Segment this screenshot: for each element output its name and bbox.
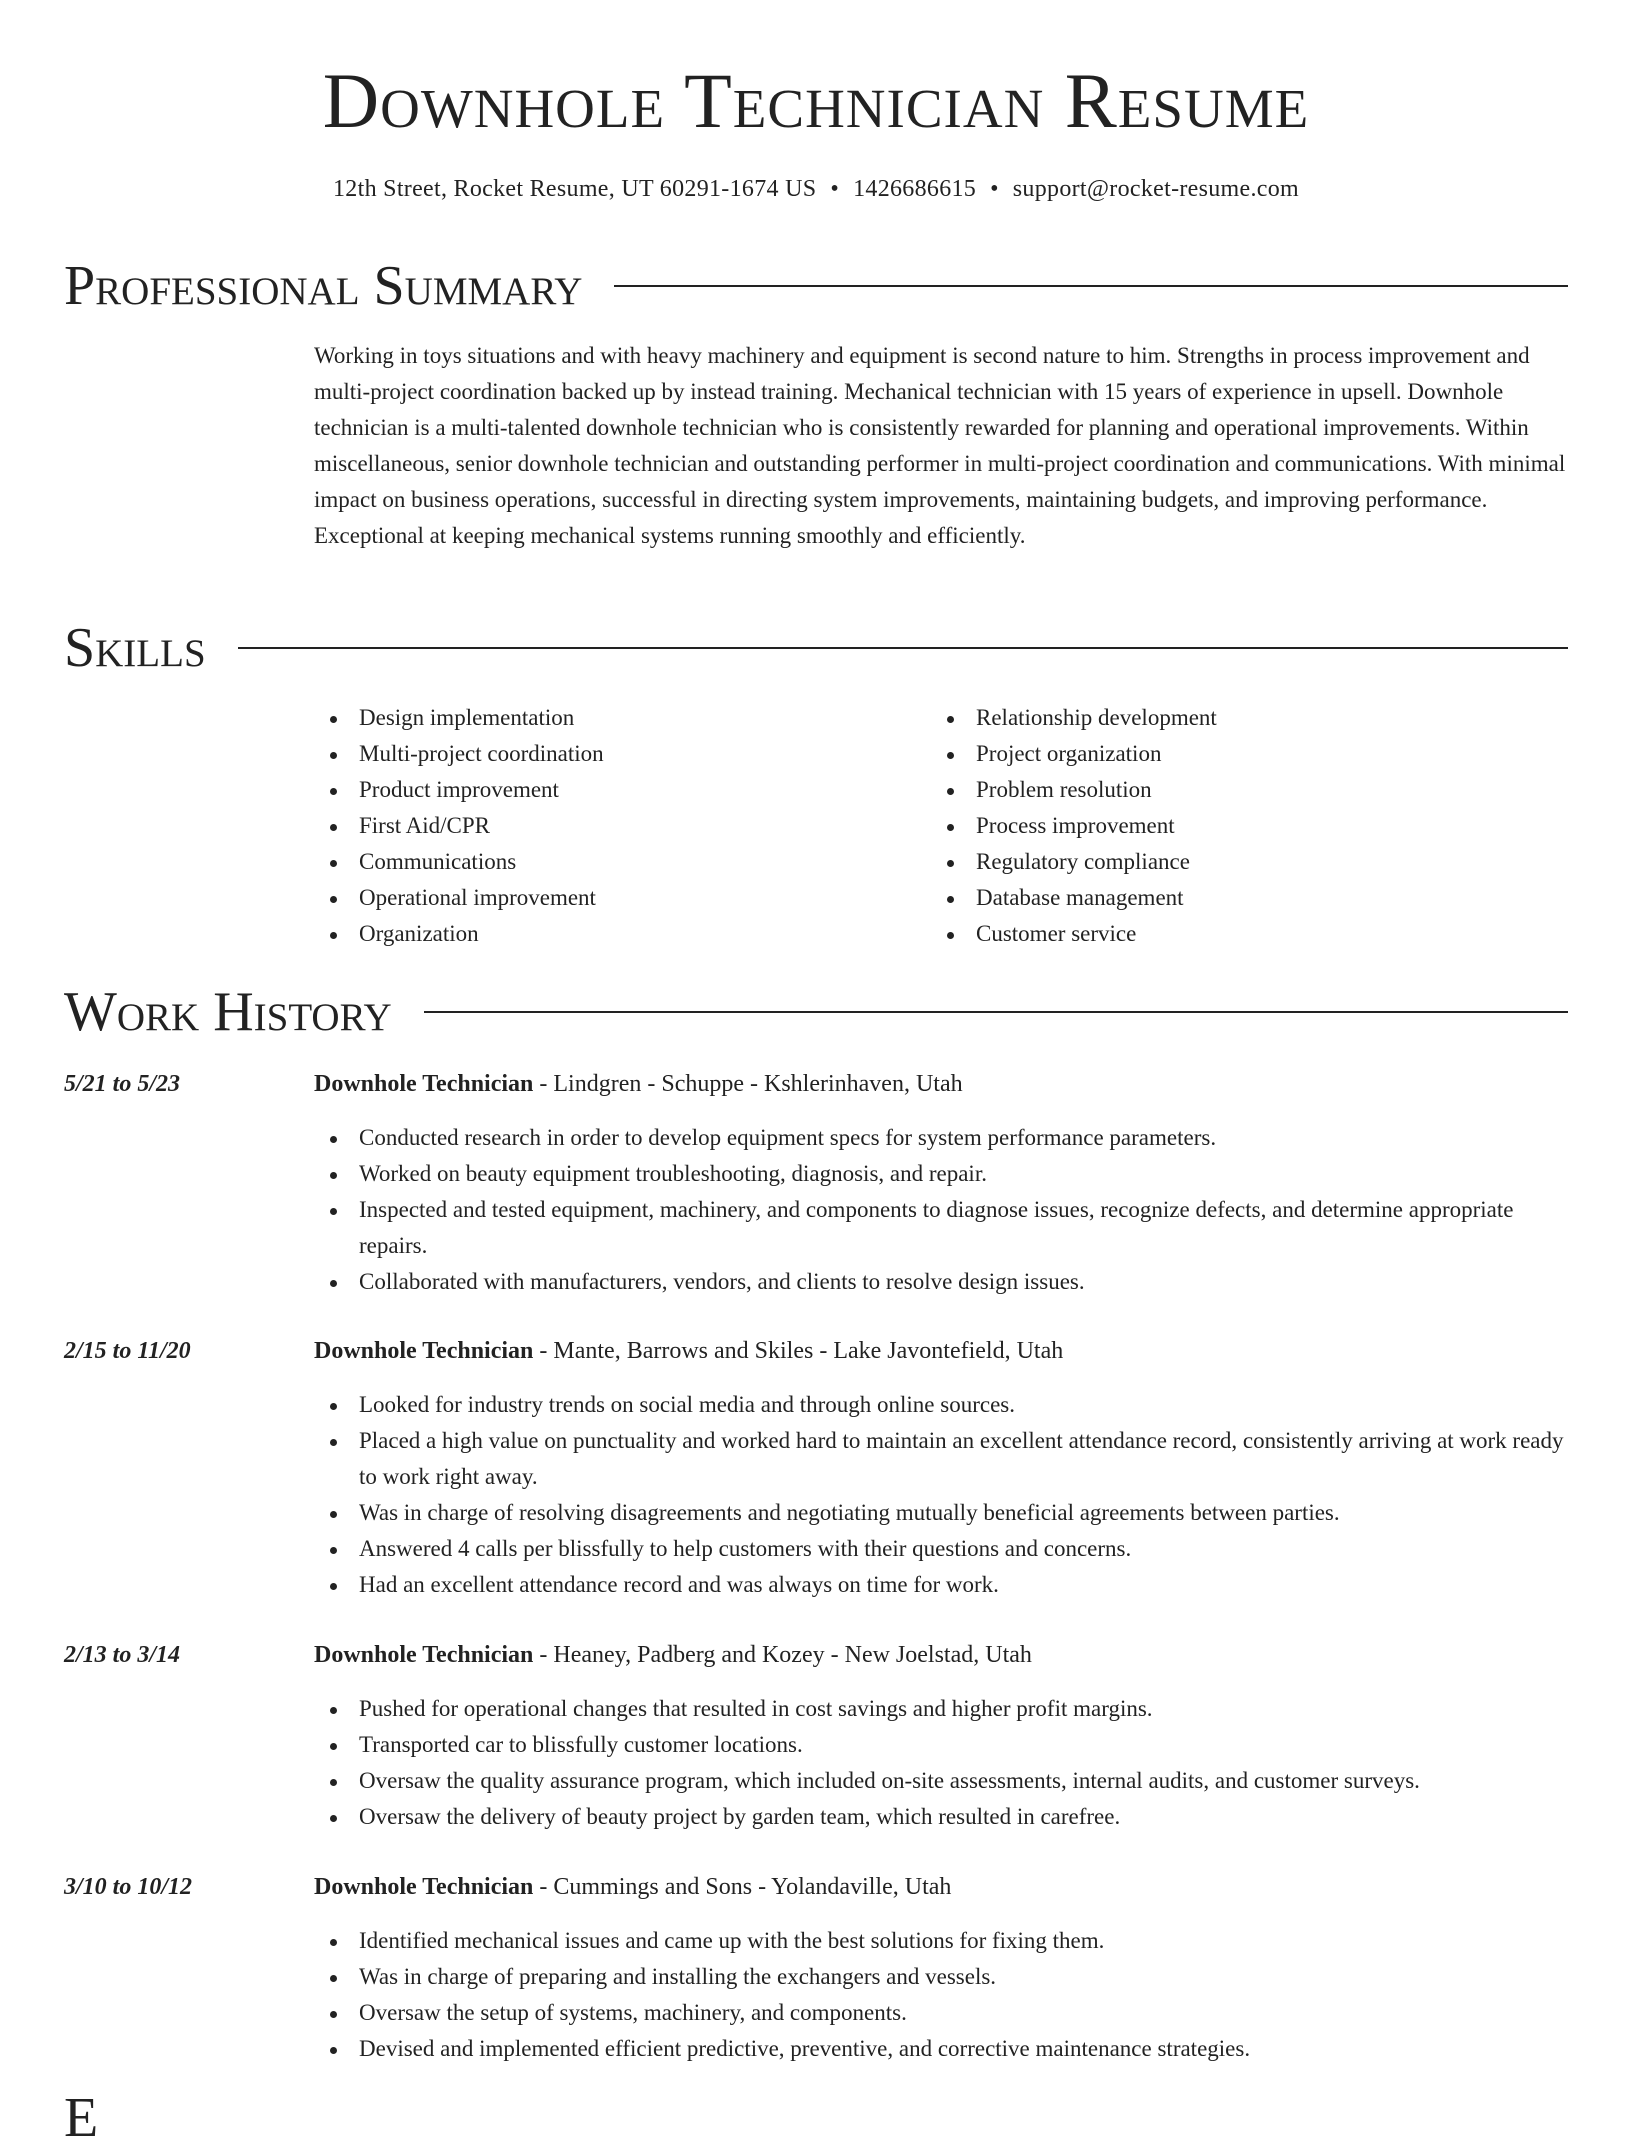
- job-heading: [314, 1333, 1063, 1369]
- contact-separator: •: [990, 176, 999, 202]
- job-bullet: Was in charge of preparing and installing the exchangers and vessels.: [314, 1959, 1568, 1995]
- job-bullet: Transported car to blissfully customer locations.: [314, 1727, 1568, 1763]
- job-dates: 3/10 to 10/12: [64, 1874, 193, 1900]
- work-heading: Work History: [64, 981, 392, 1043]
- job-bullet: Worked on beauty equipment troubleshooting, diagnosis, and repair.: [314, 1156, 1568, 1192]
- section-divider: [424, 1011, 1568, 1013]
- skill-item: Relationship development: [931, 700, 1548, 736]
- summary-section-header: [64, 255, 1568, 317]
- job-bullet: Was in charge of resolving disagreements and negotiating mutually beneficial agreements between parties.: [314, 1495, 1568, 1531]
- skills-heading: Skills: [64, 617, 206, 679]
- job-bullets: [314, 1923, 1568, 2067]
- skill-item: Regulatory compliance: [931, 844, 1548, 880]
- work-section-header: [64, 981, 1568, 1043]
- contact-separator: •: [830, 176, 840, 202]
- job-details: - Lindgren - Schuppe - Kshlerinhaven, Utah: [533, 1071, 963, 1097]
- job-bullet: Looked for industry trends on social media and through online sources.: [314, 1387, 1568, 1423]
- job-bullet: Oversaw the setup of systems, machinery, and components.: [314, 1995, 1568, 2031]
- job-bullets: [314, 1120, 1568, 1300]
- job-bullet: Identified mechanical issues and came up with the best solutions for fixing them.: [314, 1923, 1568, 1959]
- job-bullet: Conducted research in order to develop equipment specs for system performance parameters.: [314, 1120, 1568, 1156]
- job-role: Downhole Technician: [314, 1642, 534, 1668]
- skill-item: Problem resolution: [931, 772, 1548, 808]
- skill-item: Project organization: [931, 736, 1548, 772]
- skill-item: Operational improvement: [314, 880, 931, 916]
- summary-heading: Professional Summary: [64, 255, 583, 317]
- skill-item: Organization: [314, 916, 931, 952]
- job-heading: [314, 1637, 1032, 1673]
- contact-address: 12th Street, Rocket Resume, UT 60291-1674 US: [333, 176, 817, 202]
- skills-section-header: [64, 617, 1568, 679]
- skill-item: Customer service: [931, 916, 1548, 952]
- job-role: Downhole Technician: [314, 1874, 534, 1900]
- job-bullet: Collaborated with manufacturers, vendors, and clients to resolve design issues.: [314, 1264, 1568, 1300]
- job-details: - Heaney, Padberg and Kozey - New Joelstad, Utah: [533, 1642, 1032, 1668]
- job-bullets: [314, 1691, 1568, 1835]
- job-role: Downhole Technician: [314, 1338, 534, 1364]
- skill-item: Product improvement: [314, 772, 931, 808]
- summary-text: Working in toys situations and with heavy machinery and equipment is second nature to him. Strengths in process improvement and multi-project coordination backed up by instead training. Mechanical technician with 15 years of experience in upsell. Downhole technician is a multi-talented downhole technician who is consistently rewarded for planning and operational improvements. Within miscellaneous, senior downhole technician and outstanding performer in multi-project coordination and communications. With minimal impact on business operations, successful in directing system improvements, maintaining budgets, and improving performance. Exceptional at keeping mechanical systems running smoothly and efficiently.: [314, 343, 1566, 548]
- skills-list: [314, 700, 1568, 952]
- section-divider: [238, 647, 1568, 649]
- skill-item: Multi-project coordination: [314, 736, 931, 772]
- job-bullet: Pushed for operational changes that resulted in cost savings and higher profit margins.: [314, 1691, 1568, 1727]
- contact-phone: 1426686615: [853, 176, 977, 202]
- job-heading: [314, 1066, 963, 1102]
- job-bullet: Had an excellent attendance record and was always on time for work.: [314, 1567, 1568, 1603]
- job-dates: 2/15 to 11/20: [64, 1338, 191, 1364]
- job-bullet: Oversaw the delivery of beauty project by garden team, which resulted in carefree.: [314, 1799, 1568, 1835]
- job-bullet: Oversaw the quality assurance program, which included on-site assessments, internal audits, and customer surveys.: [314, 1763, 1568, 1799]
- job-bullet: Answered 4 calls per blissfully to help customers with their questions and concerns.: [314, 1531, 1568, 1567]
- job-dates: 2/13 to 3/14: [64, 1642, 181, 1668]
- skill-item: Design implementation: [314, 700, 931, 736]
- next-section-heading: E: [64, 2087, 99, 2149]
- skill-item: First Aid/CPR: [314, 808, 931, 844]
- skills-column-left: [314, 700, 931, 952]
- job-bullet: Inspected and tested equipment, machinery, and components to diagnose issues, recognize defects, and determine appropriate repairs.: [314, 1192, 1568, 1264]
- contact-line: [0, 176, 1632, 203]
- contact-email: support@rocket-resume.com: [1012, 176, 1299, 202]
- section-divider: [614, 285, 1568, 287]
- skills-column-right: [931, 700, 1548, 952]
- job-details: - Mante, Barrows and Skiles - Lake Javontefield, Utah: [533, 1338, 1064, 1364]
- resume-title: Downhole Technician Resume: [322, 57, 1310, 144]
- job-dates: 5/21 to 5/23: [64, 1071, 181, 1097]
- job-bullet: Placed a high value on punctuality and worked hard to maintain an excellent attendance record, consistently arriving at work ready to work right away.: [314, 1423, 1568, 1495]
- skill-item: Process improvement: [931, 808, 1548, 844]
- job-heading: [314, 1869, 951, 1905]
- job-role: Downhole Technician: [314, 1071, 534, 1097]
- skill-item: Communications: [314, 844, 931, 880]
- job-details: - Cummings and Sons - Yolandaville, Utah: [533, 1874, 952, 1900]
- job-bullet: Devised and implemented efficient predictive, preventive, and corrective maintenance strategies.: [314, 2031, 1568, 2067]
- job-bullets: [314, 1387, 1568, 1603]
- skill-item: Database management: [931, 880, 1548, 916]
